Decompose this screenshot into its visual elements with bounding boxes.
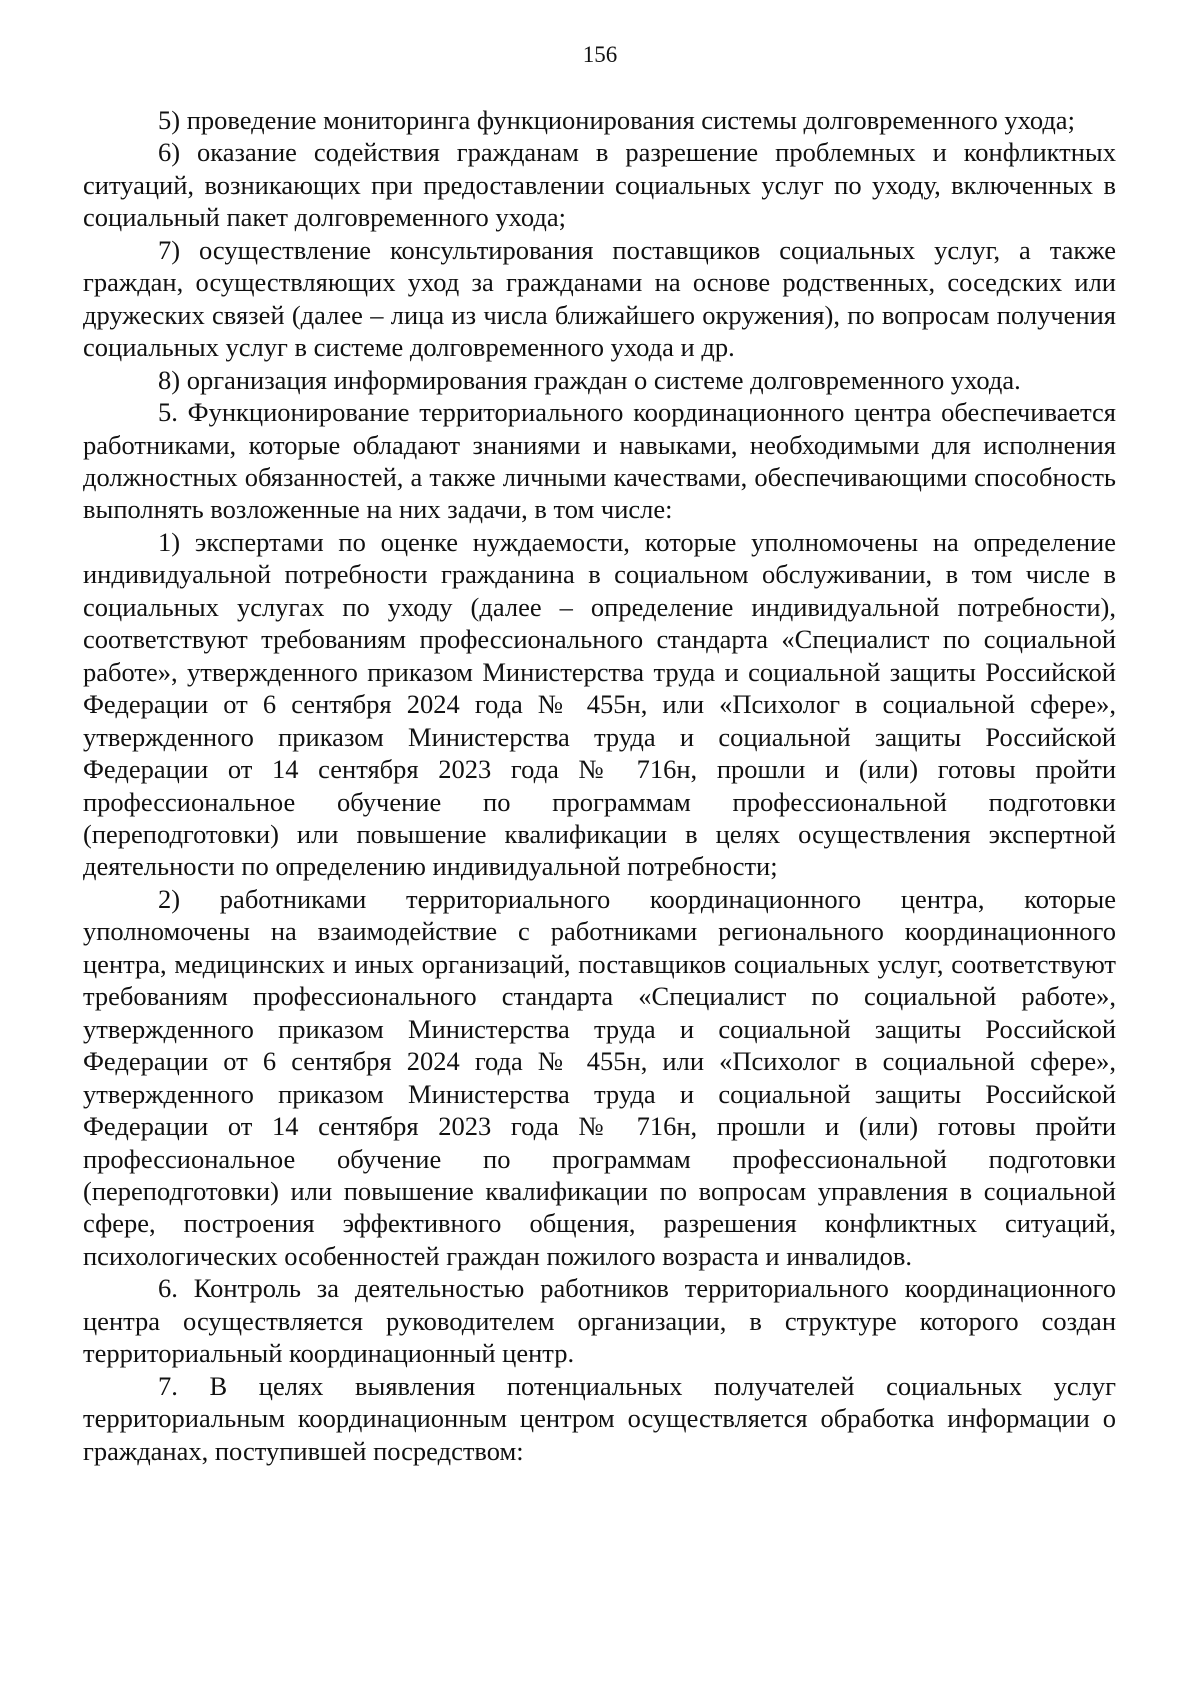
list-item-2-employees: 2) работниками территориального координационного центра, которые уполномочены на взаимодействие с работниками регионального координационного центра, медицинских и иных организаций, поставщиков социальных услуг, соответствуют требованиям профессионального стандарта «Специалист по социальной работе», утвержденного приказом Министерства труда и социальной защиты Российской Федерации от 6 сентября 2024 года № 455н, или «Психолог в социальной сфере», утвержденного приказом Министерства труда и социальной защиты Российской Федерации от 14 сентября 2023 года № 716н, прошли и (или) готовы пройти профессиональное обучение по программам профессиональной подготовки (переподготовки) или повышение квалификации по вопросам управления в социальной сфере, построения эффективного общения, разрешения конфликтных ситуаций, психологических особенностей граждан пожилого возраста и инвалидов.	[83, 883, 1116, 1271]
list-item-5-monitoring: 5) проведение мониторинга функционирования системы долговременного ухода;	[158, 105, 1075, 135]
section-6-control: 6. Контроль за деятельностью работников территориального координационного центра осуществляется руководителем организации, в структуре которого создан территориальный координационный центр.	[83, 1273, 1116, 1369]
page-number: 156	[582, 42, 618, 67]
document-body	[83, 104, 1116, 1467]
section-5-staffing: 5. Функционирование территориального координационного центра обеспечивается работниками, которые обладают знаниями и навыками, необходимыми для исполнения должностных обязанностей, а также личными качествами, обеспечивающими способность выполнять возложенные на них задачи, в том числе:	[83, 397, 1116, 525]
list-item-1-experts: 1) экспертами по оценке нуждаемости, которые уполномочены на определение индивидуальной потребности гражданина в социальном обслуживании, в том числе в социальных услугах по уходу (далее – определение индивидуальной потребности), соответствуют требованиям профессионального стандарта «Специалист по социальной работе», утвержденного приказом Министерства труда и социальной защиты Российской Федерации от 6 сентября 2024 года № 455н, или «Психолог в социальной сфере», утвержденного приказом Министерства труда и социальной защиты Российской Федерации от 14 сентября 2023 года № 716н, прошли и (или) готовы пройти профессиональное обучение по программам профессиональной подготовки (переподготовки) или повышение квалификации в целях осуществления экспертной деятельности по определению индивидуальной потребности;	[83, 526, 1116, 882]
section-7-identification: 7. В целях выявления потенциальных получателей социальных услуг территориальным координационным центром осуществляется обработка информации о гражданах, поступившей посредством:	[83, 1370, 1116, 1466]
list-item-7-consulting: 7) осуществление консультирования поставщиков социальных услуг, а также граждан, осуществляющих уход за гражданами на основе родственных, соседских или дружеских связей (далее – лица из числа ближайшего окружения), по вопросам получения социальных услуг в системе долговременного ухода и др.	[83, 234, 1116, 363]
list-item-8-informing: 8) организация информирования граждан о системе долговременного ухода.	[158, 364, 1021, 395]
list-item-6-conflict-assistance: 6) оказание содействия гражданам в разрешение проблемных и конфликтных ситуаций, возникающих при предоставлении социальных услуг по уходу, включенных в социальный пакет долговременного ухода;	[83, 137, 1116, 233]
